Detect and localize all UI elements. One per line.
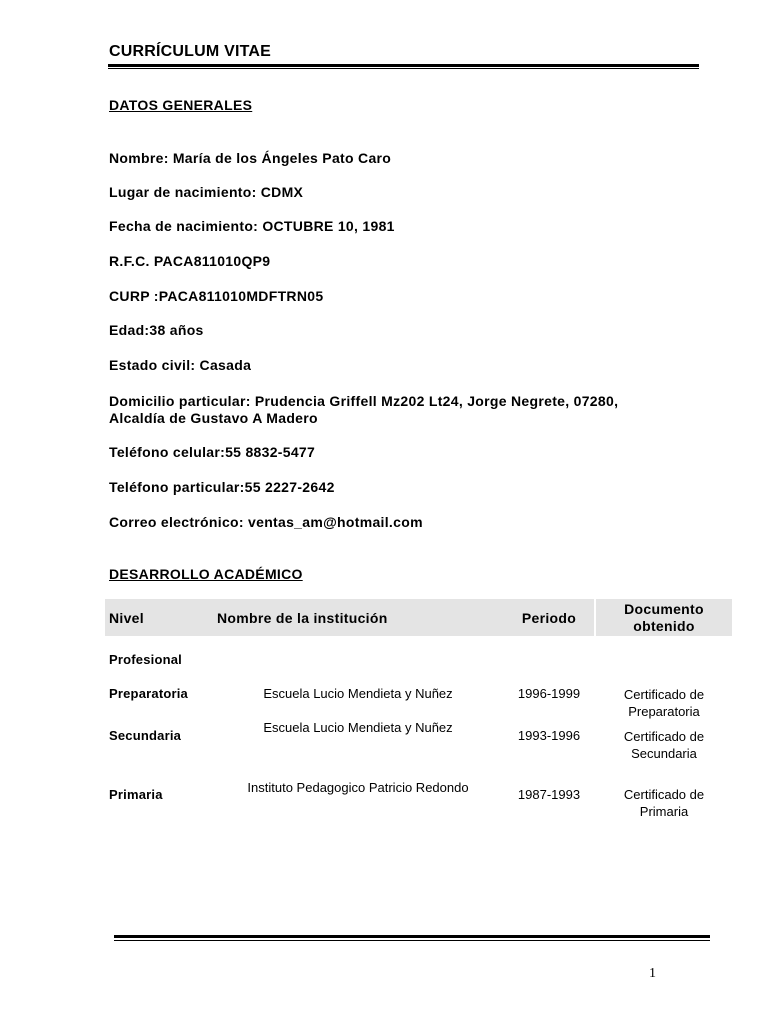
table-row-primaria-documento-line2: Primaria xyxy=(639,804,689,819)
field-curp: CURP :PACA811010MDFTRN05 xyxy=(109,288,324,304)
section-heading-datos-generales: DATOS GENERALES xyxy=(109,97,253,113)
table-row-primaria-periodo: 1987-1993 xyxy=(517,787,581,802)
field-nombre: Nombre: María de los Ángeles Pato Caro xyxy=(109,150,392,166)
field-correo: Correo electrónico: ventas_am@hotmail.com xyxy=(109,514,423,530)
table-header-documento xyxy=(596,599,732,636)
table-header-institucion xyxy=(212,599,507,636)
table-row-profesional-nivel: Profesional xyxy=(109,652,182,667)
field-estado-civil: Estado civil: Casada xyxy=(109,357,252,373)
table-row-primaria-nivel: Primaria xyxy=(109,787,163,802)
table-row-preparatoria-institucion: Escuela Lucio Mendieta y Nuñez xyxy=(263,686,453,701)
table-row-secundaria-periodo: 1993-1996 xyxy=(517,728,581,743)
top-rule-thin xyxy=(108,68,699,69)
field-edad: Edad:38 años xyxy=(109,322,204,338)
document-title: CURRÍCULUM VITAE xyxy=(109,43,272,60)
field-domicilio-line1: Domicilio particular: Prudencia Griffell Mz202 Lt24, Jorge Negrete, 07280, xyxy=(109,393,619,409)
table-row-secundaria-documento xyxy=(596,728,732,762)
table-row-secundaria-institucion: Escuela Lucio Mendieta y Nuñez xyxy=(263,720,453,735)
table-row-primaria-institucion: Instituto Pedagogico Patricio Redondo xyxy=(247,780,469,795)
table-header-nivel-label: Nivel xyxy=(109,609,144,626)
bottom-rule-thick xyxy=(114,935,710,938)
table-row-preparatoria-documento-line1: Certificado de xyxy=(623,687,705,702)
field-rfc: R.F.C. PACA811010QP9 xyxy=(109,253,271,269)
field-telefono-celular: Teléfono celular:55 8832-5477 xyxy=(109,444,316,460)
table-header-nivel xyxy=(105,599,214,636)
table-row-preparatoria-documento xyxy=(596,686,732,720)
bottom-rule-thin xyxy=(114,940,710,941)
table-row-primaria-documento xyxy=(596,786,732,820)
table-row-preparatoria-documento-line2: Preparatoria xyxy=(628,704,700,719)
field-telefono-particular: Teléfono particular:55 2227-2642 xyxy=(109,479,335,495)
table-row-primaria-documento-line1: Certificado de xyxy=(623,787,705,802)
page-number: 1 xyxy=(649,966,656,981)
table-row-preparatoria-periodo: 1996-1999 xyxy=(517,686,581,701)
field-domicilio-line2: Alcaldía de Gustavo A Madero xyxy=(109,410,318,426)
table-header-institucion-label: Nombre de la institución xyxy=(217,609,388,626)
top-rule-thick xyxy=(108,64,699,67)
field-fecha-nacimiento: Fecha de nacimiento: OCTUBRE 10, 1981 xyxy=(109,218,395,234)
table-row-preparatoria-nivel: Preparatoria xyxy=(109,686,188,701)
table-header-documento-line2: obtenido xyxy=(633,617,695,634)
table-row-secundaria-documento-line2: Secundaria xyxy=(631,746,697,761)
section-heading-desarrollo-academico: DESARROLLO ACADÉMICO xyxy=(109,566,303,582)
table-header-periodo xyxy=(504,599,594,636)
table-row-secundaria-nivel: Secundaria xyxy=(109,728,182,743)
field-lugar-nacimiento: Lugar de nacimiento: CDMX xyxy=(109,184,304,200)
table-row-secundaria-documento-line1: Certificado de xyxy=(623,729,705,744)
table-header-documento-line1: Documento xyxy=(624,600,704,617)
table-header-periodo-label: Periodo xyxy=(521,609,577,626)
